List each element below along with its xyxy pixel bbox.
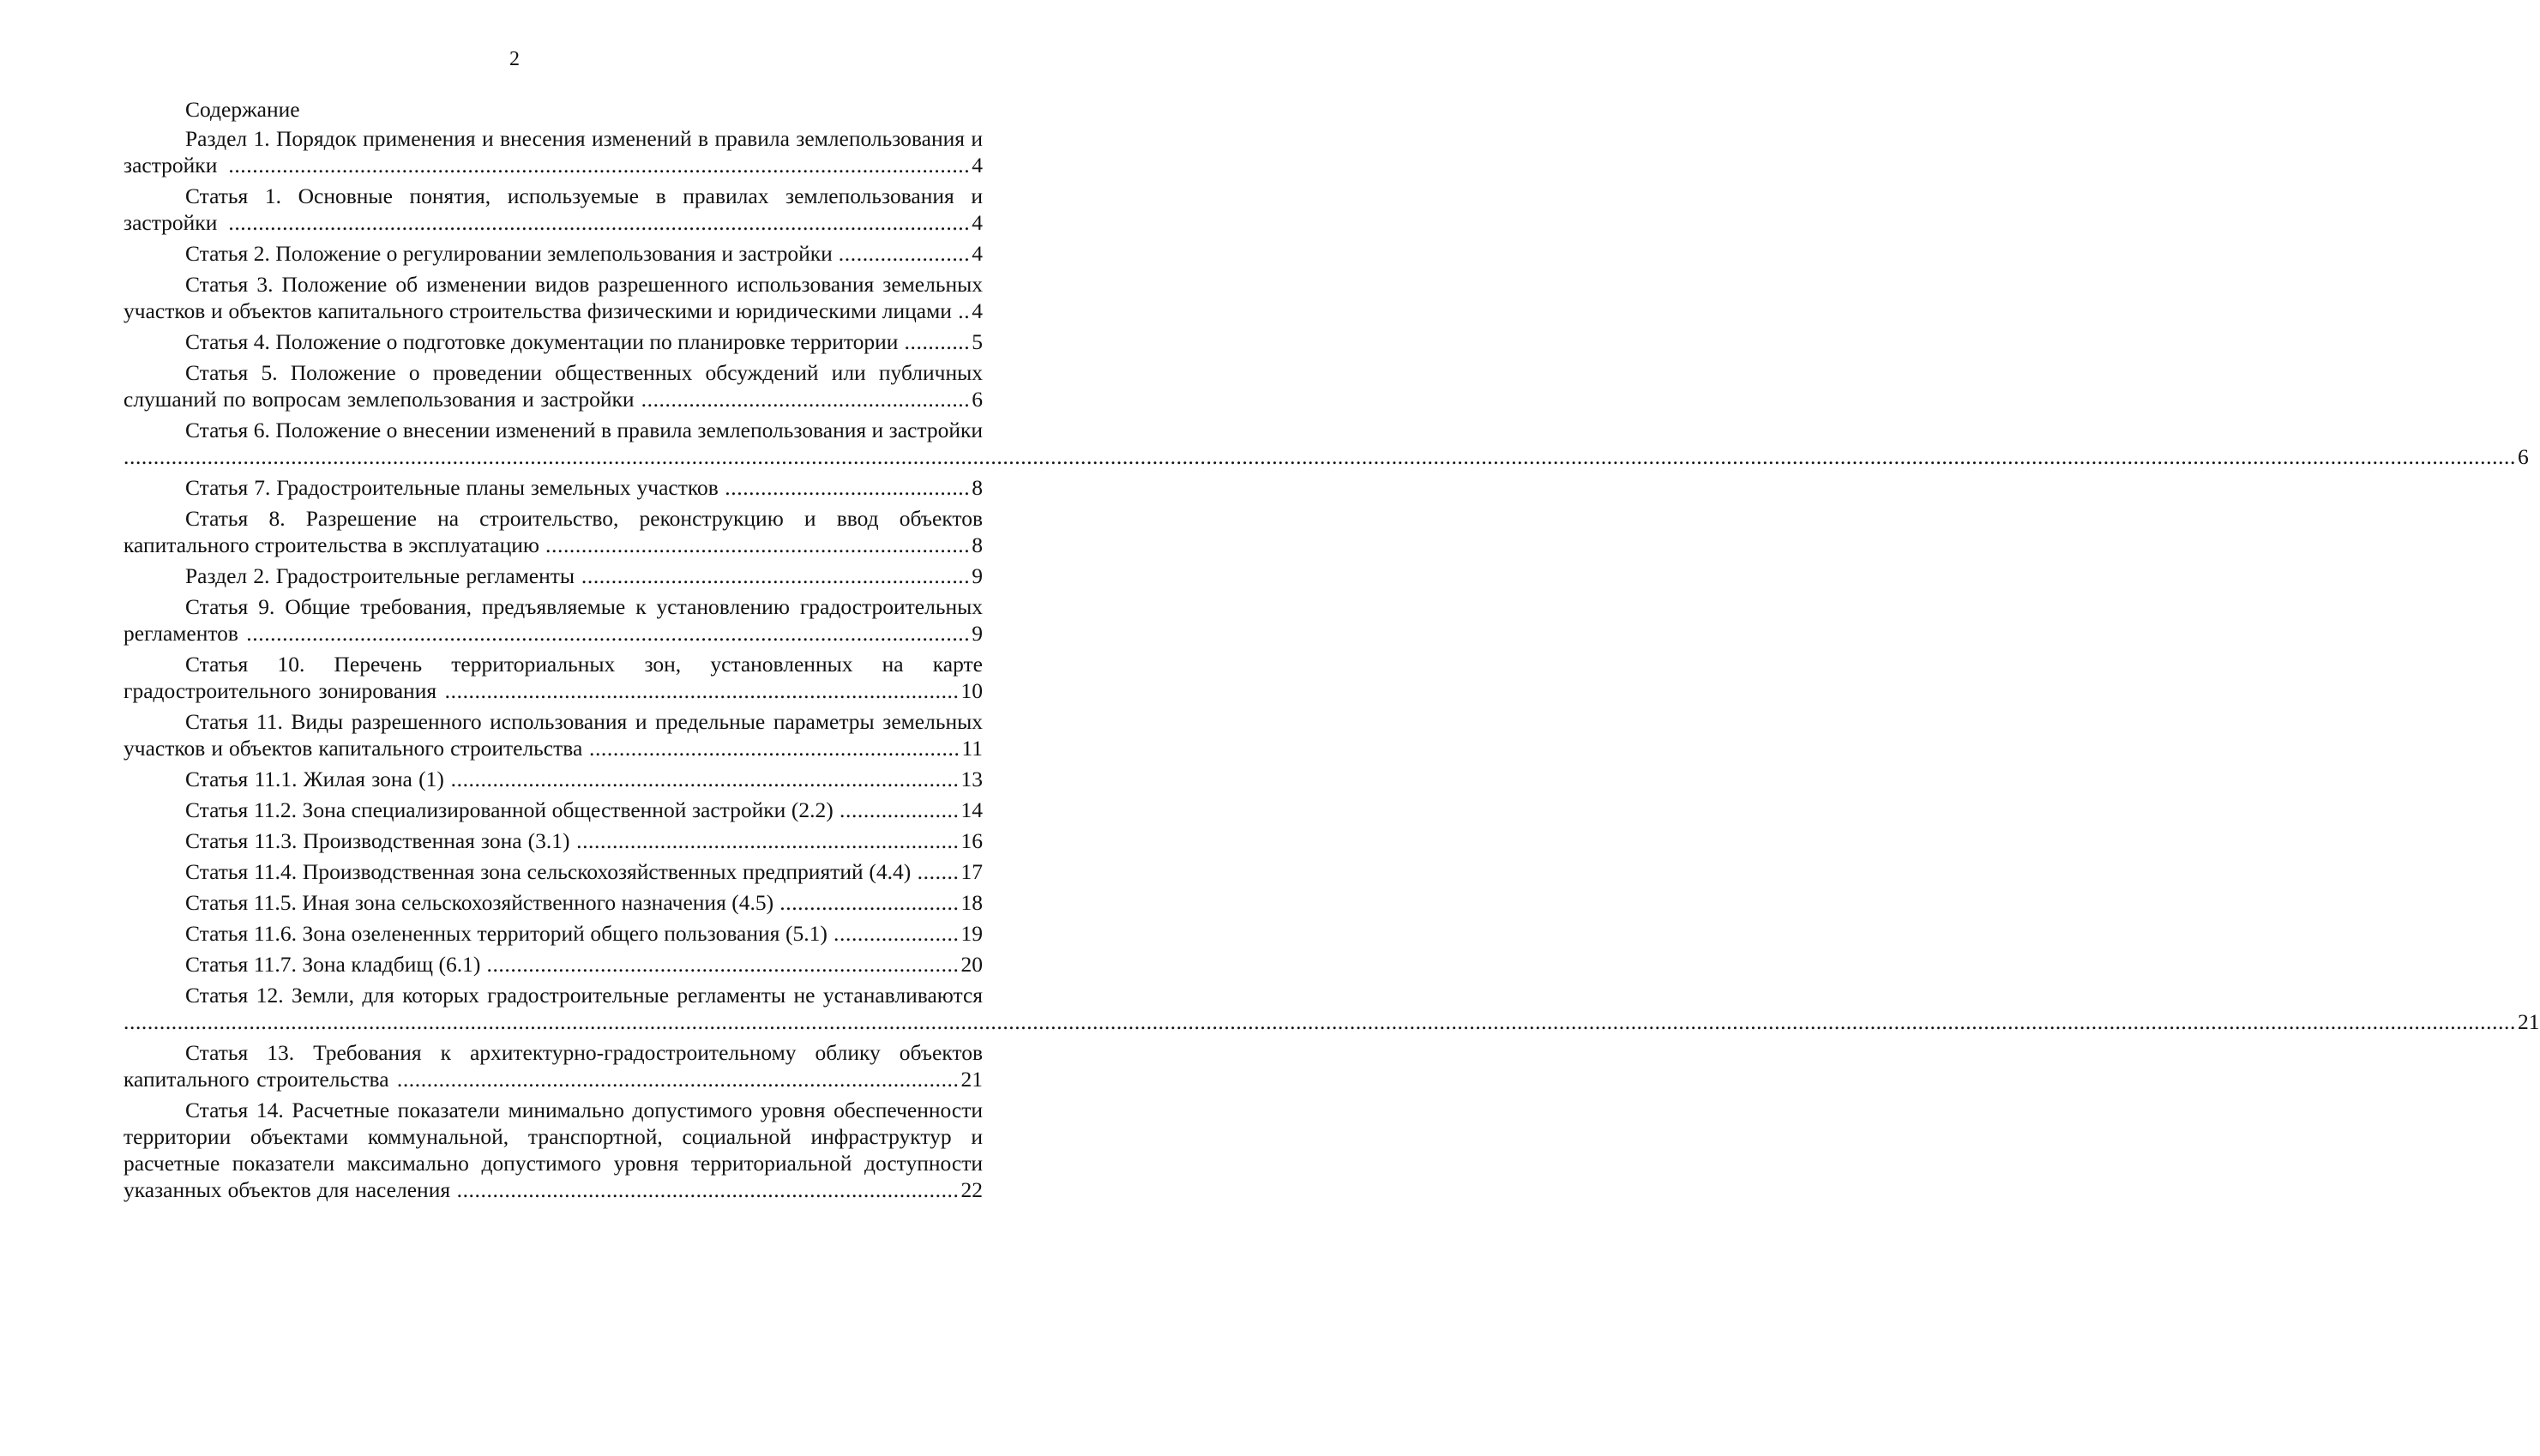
dot-leader: ................................................................................................................................................................................................................................................................................................................................................................................................................ bbox=[123, 444, 2516, 469]
dot-leader: ....... bbox=[911, 859, 960, 884]
toc-entry bbox=[123, 889, 983, 916]
toc-entry-page: 9 bbox=[972, 621, 983, 646]
toc-entry-title: Статья 11.6. Зона озелененных территорий общего пользования (5.1) bbox=[185, 921, 828, 946]
toc-entry bbox=[123, 982, 2540, 1035]
dot-leader: ....................................................................... bbox=[539, 532, 971, 557]
toc-entry bbox=[123, 505, 983, 558]
toc-entry bbox=[123, 240, 983, 267]
toc-entry-title: Статья 5. Положение о проведении общественных обсуждений или публичных слушаний по вопросам землепользования и застройки bbox=[123, 360, 983, 412]
toc-entry-page: 21 bbox=[960, 1067, 983, 1092]
toc-entry-page: 17 bbox=[960, 859, 983, 884]
toc-entry bbox=[123, 797, 983, 823]
dot-leader: ............................................................................................................................ bbox=[217, 153, 971, 177]
toc-entry bbox=[123, 125, 983, 178]
dot-leader: ........... bbox=[898, 329, 971, 354]
dot-leader: .............................. bbox=[773, 890, 960, 915]
toc-entry-page: 5 bbox=[972, 329, 983, 354]
toc-entry bbox=[123, 651, 983, 704]
toc-entry bbox=[123, 1097, 983, 1203]
dot-leader: ............................................................................... bbox=[480, 952, 960, 977]
toc-entry bbox=[123, 359, 983, 412]
toc-entry-page: 16 bbox=[960, 828, 983, 853]
toc-entry-title: Статья 3. Положение об изменении видов разрешенного использования земельных участков и объектов капитального строительства физическими и юридическими лицами bbox=[123, 272, 983, 323]
table-of-contents bbox=[123, 96, 2540, 1207]
toc-entry bbox=[123, 474, 983, 501]
toc-entry bbox=[123, 766, 983, 792]
toc-entry bbox=[123, 708, 983, 761]
toc-entry-title: Статья 14. Расчетные показатели минимально допустимого уровня обеспеченности территории объектами коммунальной, транспортной, социальной инфраструктур и расчетные показатели максимально допустимого уровня территориальной доступности указанных объектов для населения bbox=[123, 1098, 983, 1202]
dot-leader: ................................................................................................................................................................................................................................................................................................................................................................................................................ bbox=[123, 1009, 2516, 1034]
toc-entry-title: Статья 13. Требования к архитектурно-градостроительному облику объектов капитального строительства bbox=[123, 1040, 983, 1092]
toc-entry bbox=[123, 328, 983, 355]
dot-leader: ...................................................................................... bbox=[436, 678, 960, 703]
dot-leader: ................................................................ bbox=[569, 828, 960, 853]
toc-entry-title: Статья 11.5. Иная зона сельскохозяйственного назначения (4.5) bbox=[185, 890, 774, 915]
toc-entry-page: 21 bbox=[2518, 1009, 2540, 1034]
toc-entry-page: 14 bbox=[960, 797, 983, 822]
toc-entry-page: 4 bbox=[972, 298, 983, 323]
toc-entry-page: 11 bbox=[961, 736, 983, 761]
toc-entries bbox=[123, 125, 2540, 1203]
toc-entry-title: Статья 12. Земли, для которых градостроительные регламенты не устанавливаются bbox=[185, 983, 983, 1008]
dot-leader: ..................................................................................... bbox=[443, 767, 960, 791]
toc-entry bbox=[123, 920, 983, 947]
toc-entry-page: 8 bbox=[972, 475, 983, 500]
toc-entry-page: 9 bbox=[972, 563, 983, 588]
toc-entry-page: 6 bbox=[2518, 444, 2529, 469]
toc-entry-page: 13 bbox=[960, 767, 983, 791]
toc-entry-title: Статья 11. Виды разрешенного использования и предельные параметры земельных участков и объектов капитального строительства bbox=[123, 709, 983, 761]
toc-entry-title: Статья 11.3. Производственная зона (3.1) bbox=[185, 828, 570, 853]
toc-entry-page: 4 bbox=[972, 153, 983, 177]
toc-entry-title: Статья 11.1. Жилая зона (1) bbox=[185, 767, 444, 791]
toc-heading: Содержание bbox=[185, 97, 300, 122]
dot-leader: .................................................................................... bbox=[450, 1177, 960, 1202]
toc-entry-title: Статья 10. Перечень территориальных зон, установленных на карте градостроительного зонирования bbox=[123, 652, 983, 703]
toc-entry-page: 10 bbox=[960, 678, 983, 703]
dot-leader: ......................................................................................................................... bbox=[238, 621, 971, 646]
toc-entry bbox=[123, 1039, 983, 1092]
toc-entry-title: Раздел 2. Градостроительные регламенты bbox=[185, 563, 575, 588]
dot-leader: ..................... bbox=[827, 921, 960, 946]
toc-entry-page: 20 bbox=[960, 952, 984, 977]
toc-entry bbox=[123, 951, 983, 978]
toc-entry-title: Статья 7. Градостроительные планы земельных участков bbox=[185, 475, 719, 500]
toc-entry-title: Статья 8. Разрешение на строительство, реконструкцию и ввод объектов капитального строительства в эксплуатацию bbox=[123, 506, 983, 557]
toc-entry bbox=[123, 593, 983, 647]
toc-entry-title: Статья 4. Положение о подготовке документации по планировке территории bbox=[185, 329, 899, 354]
toc-entry-page: 6 bbox=[972, 387, 983, 412]
dot-leader: ...................... bbox=[832, 241, 971, 266]
toc-entry-page: 18 bbox=[960, 890, 983, 915]
toc-entry-title: Статья 11.7. Зона кладбищ (6.1) bbox=[185, 952, 481, 977]
toc-entry bbox=[123, 417, 2529, 470]
dot-leader: .................... bbox=[833, 797, 960, 822]
dot-leader: ......................................... bbox=[718, 475, 971, 500]
dot-leader: .. bbox=[951, 298, 971, 323]
toc-entry-page: 4 bbox=[972, 210, 983, 235]
toc-entry-title: Статья 2. Положение о регулировании землепользования и застройки bbox=[185, 241, 833, 266]
toc-entry-page: 4 bbox=[972, 241, 983, 266]
toc-entry-title: Статья 11.2. Зона специализированной общественной застройки (2.2) bbox=[185, 797, 834, 822]
page-number: 2 bbox=[509, 48, 520, 70]
toc-entry-page: 22 bbox=[960, 1177, 984, 1202]
toc-entry bbox=[123, 271, 983, 324]
toc-entry-title: Раздел 1. Порядок применения и внесения изменений в правила землепользования и застройки bbox=[123, 126, 983, 177]
dot-leader: ................................................................. bbox=[575, 563, 971, 588]
toc-entry-title: Статья 11.4. Производственная зона сельскохозяйственных предприятий (4.4) bbox=[185, 859, 912, 884]
toc-entry bbox=[123, 827, 983, 854]
toc-entry-title: Статья 6. Положение о внесении изменений в правила землепользования и застройки bbox=[185, 418, 983, 442]
toc-entry-page: 8 bbox=[972, 532, 984, 557]
dot-leader: ............................................................................................................................ bbox=[217, 210, 971, 235]
toc-entry bbox=[123, 563, 983, 589]
dot-leader: .............................................................. bbox=[582, 736, 960, 761]
toc-entry-title: Статья 9. Общие требования, предъявляемые к установлению градостроительных регламентов bbox=[123, 594, 983, 646]
dot-leader: ....................................................... bbox=[634, 387, 971, 412]
toc-entry bbox=[123, 183, 983, 236]
toc-entry bbox=[123, 858, 983, 885]
toc-entry-page: 19 bbox=[960, 921, 984, 946]
toc-entry-title: Статья 1. Основные понятия, используемые в правилах землепользования и застройки bbox=[123, 184, 983, 235]
dot-leader: .............................................................................................. bbox=[388, 1067, 960, 1092]
